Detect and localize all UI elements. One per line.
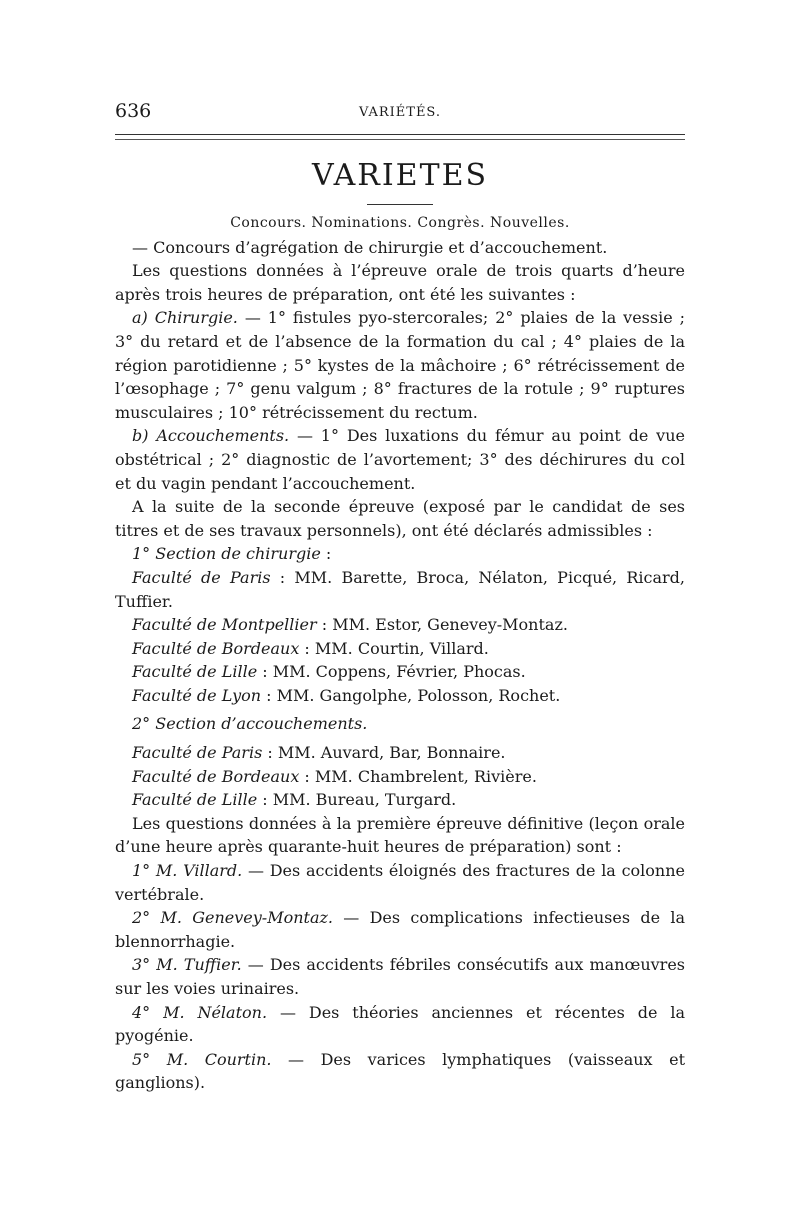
section-heading-chirurgie: 1° Section de chirurgie : (132, 544, 332, 564)
question-item: 1° M. Villard. — Des accidents éloignés des fractures de la colonne vertébrale. (115, 861, 686, 904)
faculty-line: Faculté de Bordeaux : MM. Courtin, Villard. (132, 638, 489, 658)
paragraph-accouchements: b) Accouchements. — 1° Des luxations du fémur au point de vue obstétrical ; 2° diagnostic de l’avortement; 3° des déchirures du col et du vagin pendant l’accouchement. (115, 426, 685, 493)
question-item: 4° M. Nélaton. — Des théories anciennes et récentes de la pyogénie. (115, 1002, 685, 1046)
faculty-line: Faculté de Montpellier : MM. Estor, Genevey-Montaz. (132, 615, 568, 635)
paragraph-first-test: Les questions données à la première épreuve définitive (leçon orale d’une heure après quarante-huit heures de préparation) sont : (115, 813, 685, 857)
paragraph-chirurgie: a) Chirurgie. — 1° fistules pyo-stercorales; 2° plaies de la vessie ; 3° du retard et de l’absence de la formation du cal ; 4° plaies de la région parotidienne ; 5° kystes de la mâchoire ; 6° rétrécissement de l’œsophage ; 7° genu valgum ; 8° fractures de la rotule ; 9° ruptures musculaires ; 10° rétrécissement du rectum. (115, 308, 686, 422)
running-head (115, 100, 685, 126)
section-heading-accouchements: 2° Section d’accouchements. (132, 714, 368, 734)
faculty-line: Faculté de Paris : MM. Auvard, Bar, Bonnaire. (132, 743, 506, 763)
paragraph-questions: Les questions données à l’épreuve orale de trois quarts d’heure après trois heures de préparation, ont été les suivantes : (115, 261, 685, 304)
question-item: 3° M. Tuffier. — Des accidents fébriles consécutifs aux manœuvres sur les voies urinaires. (115, 955, 685, 998)
faculty-line: Faculté de Lille : MM. Coppens, Février, Phocas. (132, 662, 526, 682)
section-subtitle: Concours. Nominations. Congrès. Nouvelles. (230, 215, 570, 231)
page-number: 636 (115, 100, 152, 122)
paragraph-intro: — Concours d’agrégation de chirurgie et d’accouchement. (132, 237, 608, 257)
faculty-line: Faculté de Bordeaux : MM. Chambrelent, Rivière. (132, 766, 537, 786)
running-title: VARIÉTÉS. (358, 105, 442, 120)
question-item: 2° M. Genevey-Montaz. — Des complications infectieuses de la blennorrhagie. (115, 908, 685, 951)
question-item: 5° M. Courtin. — Des varices lymphatiques (vaisseaux et ganglions). (115, 1049, 685, 1093)
header-rule (115, 134, 685, 140)
faculty-line: Faculté de Lyon : MM. Gangolphe, Polosson, Rochet. (132, 685, 561, 705)
faculty-line: Faculté de Lille : MM. Bureau, Turgard. (132, 790, 457, 810)
section-title: VARIETES (311, 158, 489, 193)
title-divider (367, 204, 433, 205)
article-body (115, 212, 685, 1095)
faculty-line: Faculté de Paris : MM. Barette, Broca, Nélaton, Picqué, Ricard, Tuffier. (115, 567, 685, 611)
paragraph-admissibles: A la suite de la seconde épreuve (exposé par le candidat de ses titres et de ses travaux personnels), ont été déclarés admissibles : (115, 497, 685, 540)
